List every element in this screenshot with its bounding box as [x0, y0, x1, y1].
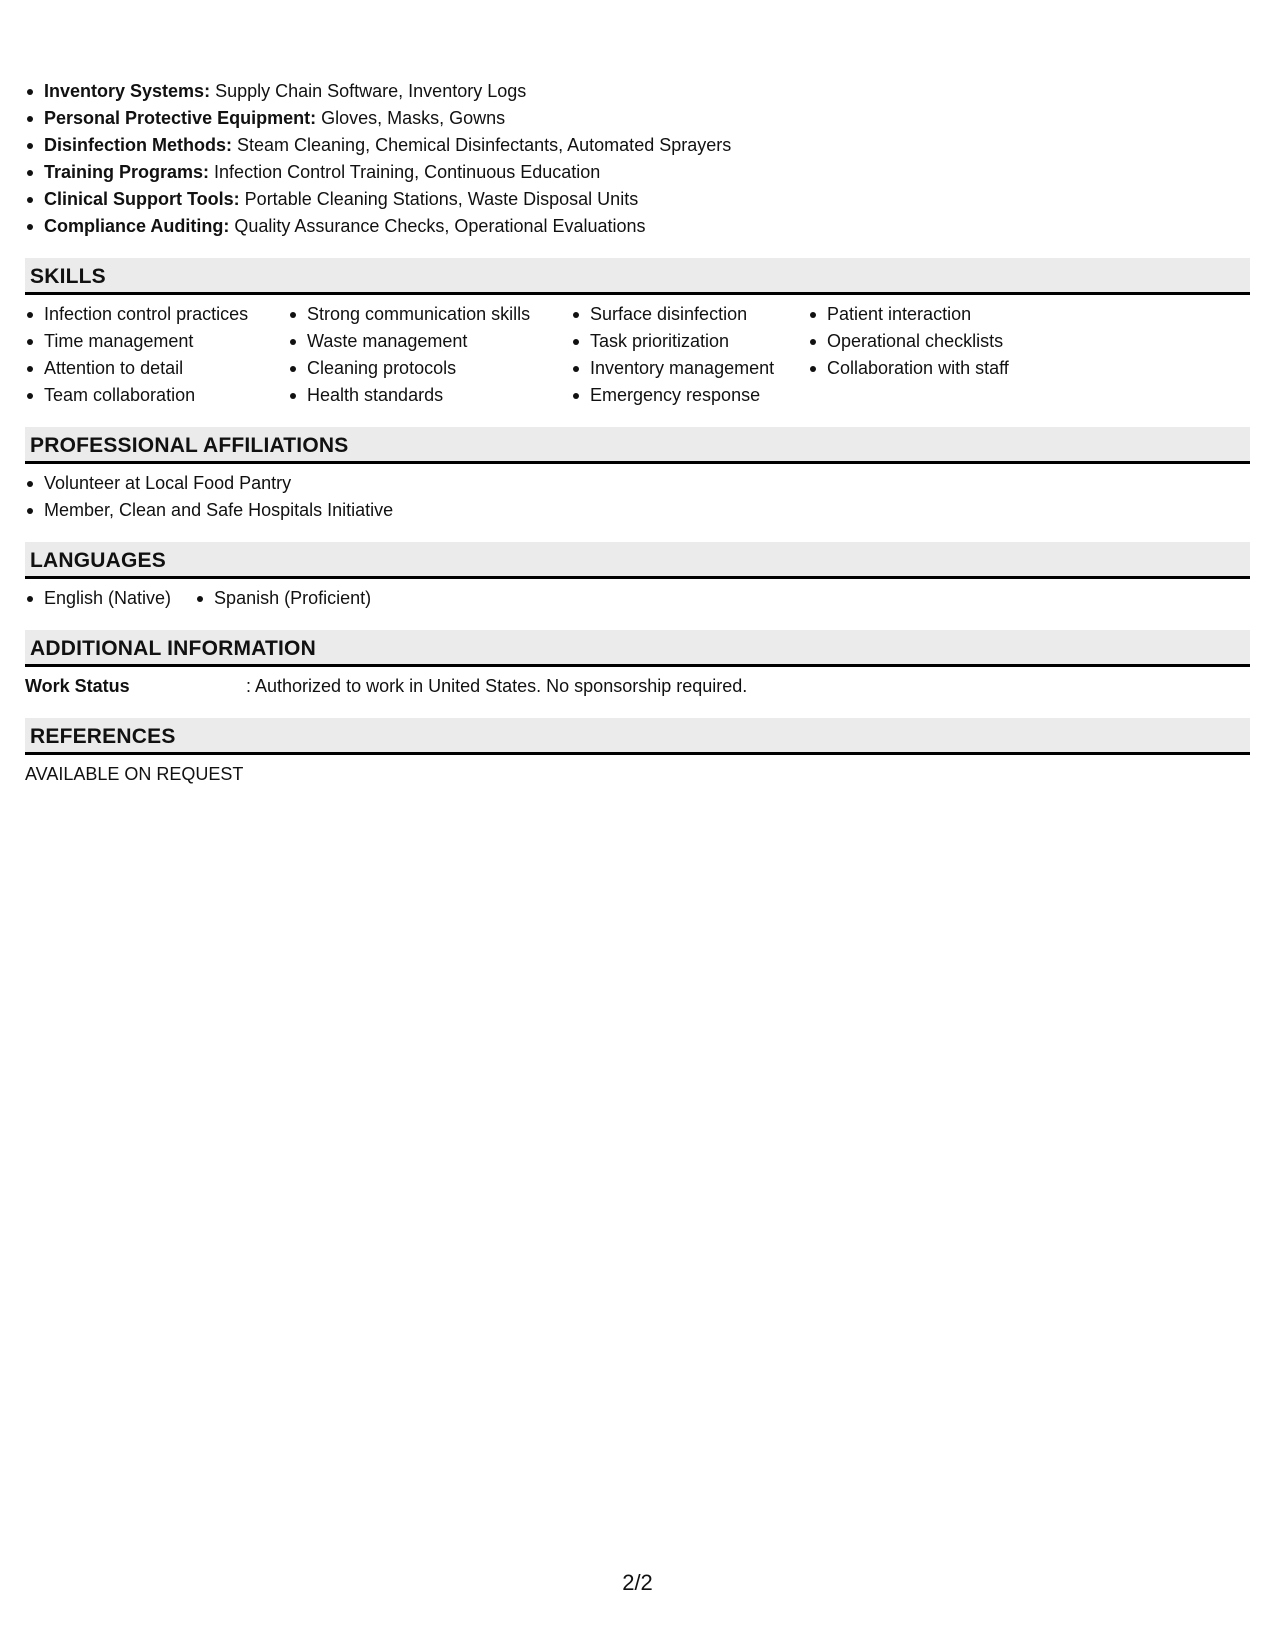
tech-value: Supply Chain Software, Inventory Logs — [210, 81, 527, 101]
resume-content — [25, 78, 1250, 788]
work-status-value: : Authorized to work in United States. No sponsorship required. — [246, 676, 748, 696]
list-item: Emergency response — [571, 382, 808, 409]
list-item — [25, 105, 1250, 132]
skills-column — [25, 301, 288, 409]
list-item: Operational checklists — [808, 328, 1108, 355]
list-item: Infection control practices — [25, 301, 288, 328]
list-item: Member, Clean and Safe Hospitals Initiative — [25, 497, 1250, 524]
languages-list — [25, 585, 1250, 612]
additional-info-section-header: ADDITIONAL INFORMATION — [25, 630, 1250, 667]
list-item: Cleaning protocols — [288, 355, 571, 382]
list-item — [25, 132, 1250, 159]
list-item: Waste management — [288, 328, 571, 355]
list-item: Patient interaction — [808, 301, 1108, 328]
skills-section-header: SKILLS — [25, 258, 1250, 295]
tech-label: Disinfection Methods: — [44, 135, 232, 155]
tech-label: Compliance Auditing: — [44, 216, 230, 236]
list-item: Collaboration with staff — [808, 355, 1108, 382]
references-text: AVAILABLE ON REQUEST — [25, 764, 244, 784]
tech-value: Gloves, Masks, Gowns — [316, 108, 506, 128]
skills-grid — [25, 301, 1250, 409]
tech-value: Infection Control Training, Continuous Education — [209, 162, 601, 182]
list-item: Health standards — [288, 382, 571, 409]
list-item: Inventory management — [571, 355, 808, 382]
skills-column — [808, 301, 1108, 409]
work-status-row — [25, 673, 1250, 700]
tech-value: Portable Cleaning Stations, Waste Disposal Units — [239, 189, 639, 209]
list-item: Strong communication skills — [288, 301, 571, 328]
list-item: Task prioritization — [571, 328, 808, 355]
list-item: Team collaboration — [25, 382, 288, 409]
list-item — [25, 213, 1250, 240]
tech-label: Training Programs: — [44, 162, 210, 182]
list-item: Volunteer at Local Food Pantry — [25, 470, 1250, 497]
work-status-label: Work Status — [25, 676, 130, 696]
skills-column — [288, 301, 571, 409]
list-item — [25, 159, 1250, 186]
languages-section-header: LANGUAGES — [25, 542, 1250, 579]
technical-skills-list — [25, 78, 1250, 240]
tech-label: Inventory Systems: — [44, 81, 211, 101]
tech-value: Steam Cleaning, Chemical Disinfectants, Automated Sprayers — [232, 135, 732, 155]
list-item: Spanish (Proficient) — [195, 585, 371, 612]
page-number: 2/2 — [622, 1570, 653, 1595]
tech-label: Personal Protective Equipment: — [44, 108, 317, 128]
tech-value: Quality Assurance Checks, Operational Evaluations — [229, 216, 646, 236]
skills-column — [571, 301, 808, 409]
affiliations-list — [25, 470, 1250, 524]
list-item: Surface disinfection — [571, 301, 808, 328]
references-section-header: REFERENCES — [25, 718, 1250, 755]
list-item: Attention to detail — [25, 355, 288, 382]
list-item — [25, 186, 1250, 213]
list-item — [25, 78, 1250, 105]
tech-label: Clinical Support Tools: — [44, 189, 240, 209]
list-item: English (Native) — [25, 585, 171, 612]
affiliations-section-header: PROFESSIONAL AFFILIATIONS — [25, 427, 1250, 464]
list-item: Time management — [25, 328, 288, 355]
